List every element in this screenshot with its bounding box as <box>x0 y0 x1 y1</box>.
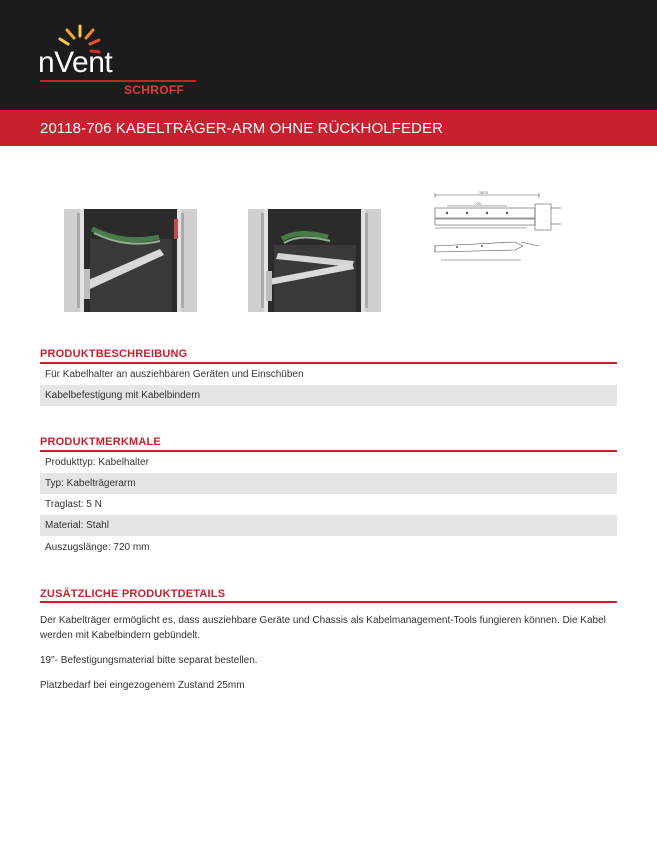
table-row <box>40 473 617 494</box>
table-row <box>40 452 617 473</box>
product-photo-1 <box>64 209 197 312</box>
table-row <box>40 537 617 558</box>
details-paragraph: 19"- Befestigungsmaterial bitte separat bestellen. <box>40 655 258 666</box>
page-title: 20118-706 KABELTRÄGER-ARM OHNE RÜCKHOLFEDER <box>40 120 444 137</box>
details-paragraph: Platzbedarf bei eingezogenem Zustand 25mm <box>40 680 245 691</box>
brand-sub: SCHROFF <box>124 83 185 97</box>
row-text: Material: Stahl <box>45 520 109 531</box>
drawing-dim-top: 28/75 <box>479 191 488 195</box>
product-photo-2 <box>248 209 381 312</box>
row-text: Typ: Kabelträgerarm <box>45 478 136 489</box>
row-text: Produkttyp: Kabelhalter <box>45 457 149 468</box>
table-row <box>40 515 617 536</box>
row-text: Auszugslänge: 720 mm <box>45 542 150 553</box>
section-heading-details: ZUSÄTZLICHE PRODUKTDETAILS <box>40 588 226 600</box>
section-heading-beschreibung: PRODUKTBESCHREIBUNG <box>40 348 188 360</box>
table-row <box>40 494 617 515</box>
row-text: Für Kabelhalter an ausziehbaren Geräten und Einschüben <box>45 369 304 380</box>
table-row <box>40 385 617 406</box>
row-text: Kabelbefestigung mit Kabelbindern <box>45 390 201 401</box>
technical-drawing <box>427 190 567 270</box>
details-paragraph: Der Kabelträger ermöglicht es, dass ausziehbare Geräte und Chassis als Kabelmanagement-Tools fungieren können. Die Kabel werden mit Kabelbindern gebündelt. <box>40 615 606 641</box>
drawing-dim-mid: 720 <box>475 202 481 206</box>
table-row <box>40 364 617 385</box>
row-text: Traglast: 5 N <box>45 499 102 510</box>
section-heading-merkmale: PRODUKTMERKMALE <box>40 436 161 448</box>
brand-underline <box>40 80 196 82</box>
brand-name: nVent <box>38 46 113 79</box>
section-rule <box>40 601 617 603</box>
